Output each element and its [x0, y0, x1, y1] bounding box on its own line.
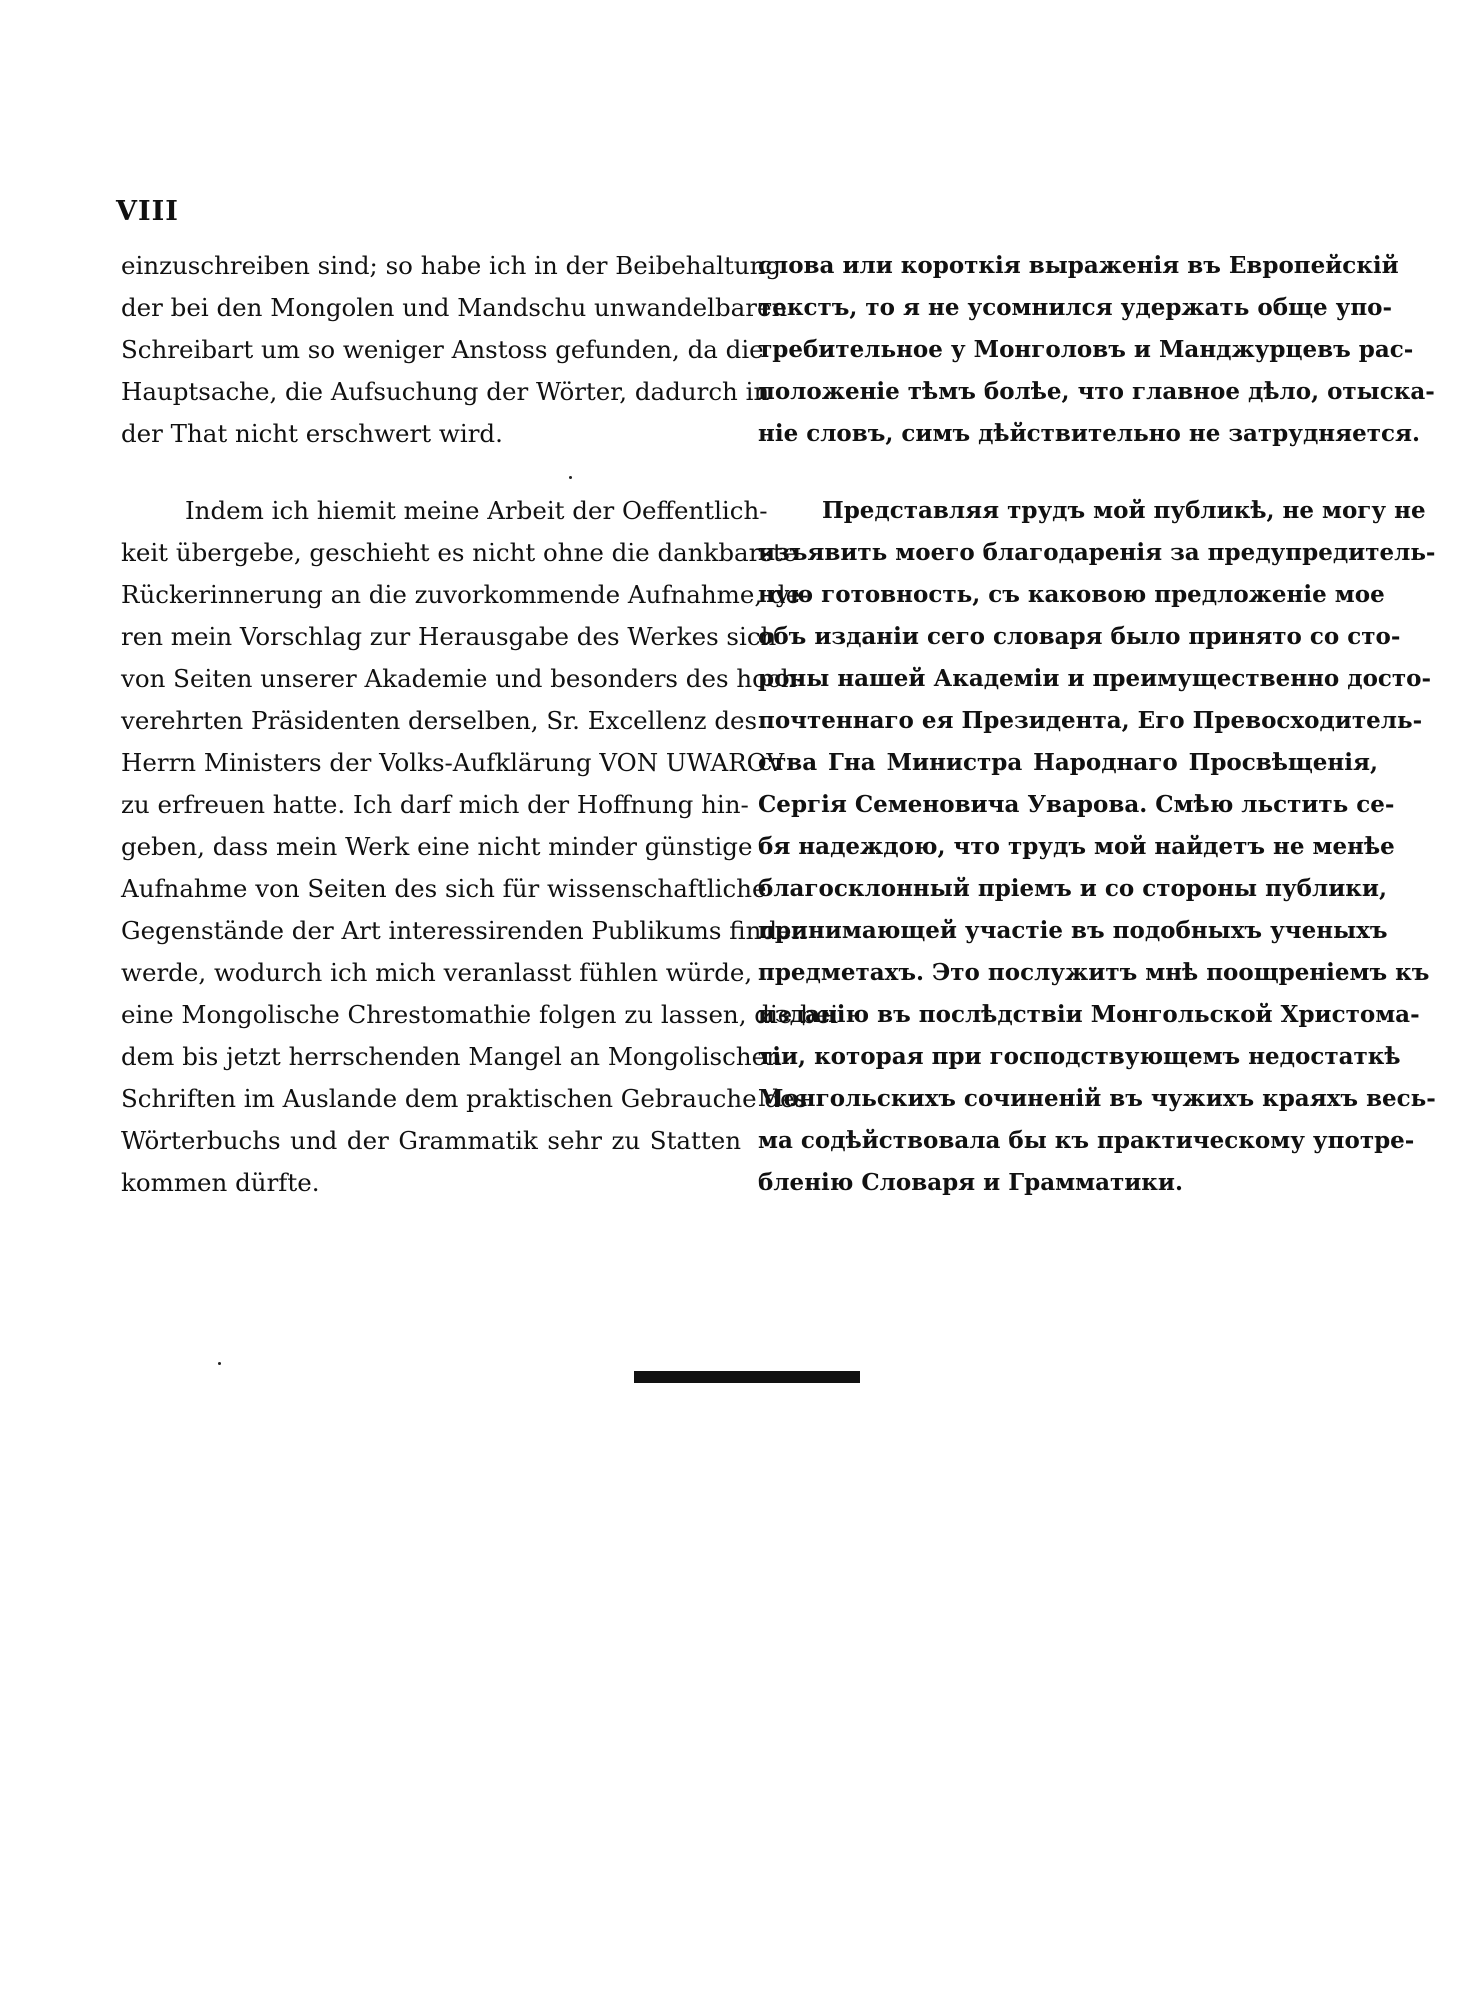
- text-line: kommen dürfte.: [121, 1168, 320, 1197]
- text-line: Herrn Ministers der Volks-Aufklärung VON UWAROV: [121, 748, 785, 777]
- text-line: роны нашей Академіи и преимущественно досто-: [758, 665, 1432, 692]
- text-line: Wörterbuchs und der Grammatik sehr zu Statten: [121, 1126, 741, 1155]
- text-line: Aufnahme von Seiten des sich für wissenschaftliche: [121, 874, 767, 903]
- russian-paragraph-2: [758, 490, 1436, 1204]
- text-line: der bei den Mongolen und Mandschu unwandelbaren: [121, 293, 788, 322]
- text-line: eine Mongolische Chrestomathie folgen zu lassen, die bei: [121, 1000, 839, 1029]
- german-paragraph-2: [121, 490, 839, 1204]
- text-line: бя надеждою, что трудъ мой найдетъ не менѣе: [758, 833, 1395, 860]
- text-line: положеніе тѣмъ болѣе, что главное дѣло, отыска-: [758, 378, 1435, 405]
- page-number: VIII: [116, 196, 179, 227]
- text-line: von Seiten unserer Akademie und besonders des hoch-: [121, 664, 805, 693]
- text-line: бленію Словаря и Грамматики.: [758, 1169, 1183, 1196]
- text-line: Rückerinnerung an die zuvorkommende Aufnahme, de-: [121, 580, 809, 609]
- text-line: einzuschreiben sind; so habe ich in der Beibehaltung: [121, 251, 782, 280]
- text-line: Schreibart um so weniger Anstoss gefunden, da die: [121, 335, 764, 364]
- text-line: keit übergebe, geschieht es nicht ohne die dankbarste: [121, 538, 798, 567]
- text-line: Монгольскихъ сочиненій въ чужихъ краяхъ весь-: [758, 1085, 1436, 1112]
- end-rule-divider: [634, 1371, 860, 1383]
- text-line: werde, wodurch ich mich veranlasst fühlen würde,: [121, 958, 753, 987]
- text-line: ма содѣйствовала бы къ практическому употре-: [758, 1127, 1415, 1154]
- text-line: почтеннаго ея Президента, Его Превосходитель-: [758, 707, 1423, 734]
- print-speck: [569, 476, 572, 479]
- text-line: geben, dass mein Werk eine nicht minder günstige: [121, 832, 753, 861]
- text-line: ren mein Vorschlag zur Herausgabe des Werkes sich: [121, 622, 777, 651]
- text-line: тіи, которая при господствующемъ недостаткѣ: [758, 1043, 1401, 1070]
- russian-paragraph-1: [758, 245, 1435, 455]
- text-line: слова или короткія выраженія въ Европейскій: [758, 252, 1399, 279]
- text-line: ніе словъ, симъ дѣйствительно не затрудняется.: [758, 420, 1421, 447]
- text-line: предметахъ. Это послужитъ мнѣ поощреніемъ къ: [758, 959, 1430, 986]
- text-line: Представляя трудъ мой публикѣ, не могу не: [822, 497, 1426, 524]
- text-line: ства Гна Министра Народнаго Просвѣщенія,: [758, 749, 1378, 776]
- text-line: Hauptsache, die Aufsuchung der Wörter, dadurch in: [121, 377, 770, 406]
- german-paragraph-1: [121, 245, 788, 455]
- text-line: принимающей участіе въ подобныхъ ученыхъ: [758, 917, 1388, 944]
- text-line: благосклонный пріемъ и со стороны публики,: [758, 875, 1387, 902]
- text-line: dem bis jetzt herrschenden Mangel an Mongolischen: [121, 1042, 782, 1071]
- text-line: zu erfreuen hatte. Ich darf mich der Hoffnung hin-: [121, 790, 749, 819]
- text-line: Сергія Семеновича Уварова. Смѣю льстить се-: [758, 791, 1395, 818]
- text-line: текстъ, то я не усомнился удержать обще упо-: [758, 294, 1393, 321]
- text-line: Indem ich hiemit meine Arbeit der Oeffentlich-: [185, 496, 768, 525]
- print-speck: [218, 1362, 221, 1365]
- text-line: ную готовность, съ каковою предложеніе мое: [758, 581, 1385, 608]
- text-line: verehrten Präsidenten derselben, Sr. Excellenz des: [121, 706, 758, 735]
- text-line: изъявить моего благодаренія за предупредитель-: [758, 539, 1436, 566]
- text-line: объ изданіи сего словаря было принято со сто-: [758, 623, 1401, 650]
- text-line: Gegenstände der Art interessirenden Publikums finden: [121, 916, 808, 945]
- text-line: изданію въ послѣдствіи Монгольской Христома-: [758, 1001, 1420, 1028]
- text-line: Schriften im Auslande dem praktischen Gebrauche des: [121, 1084, 808, 1113]
- text-line: требительное у Монголовъ и Манджурцевъ рас-: [758, 336, 1414, 363]
- text-line: der That nicht erschwert wird.: [121, 419, 503, 448]
